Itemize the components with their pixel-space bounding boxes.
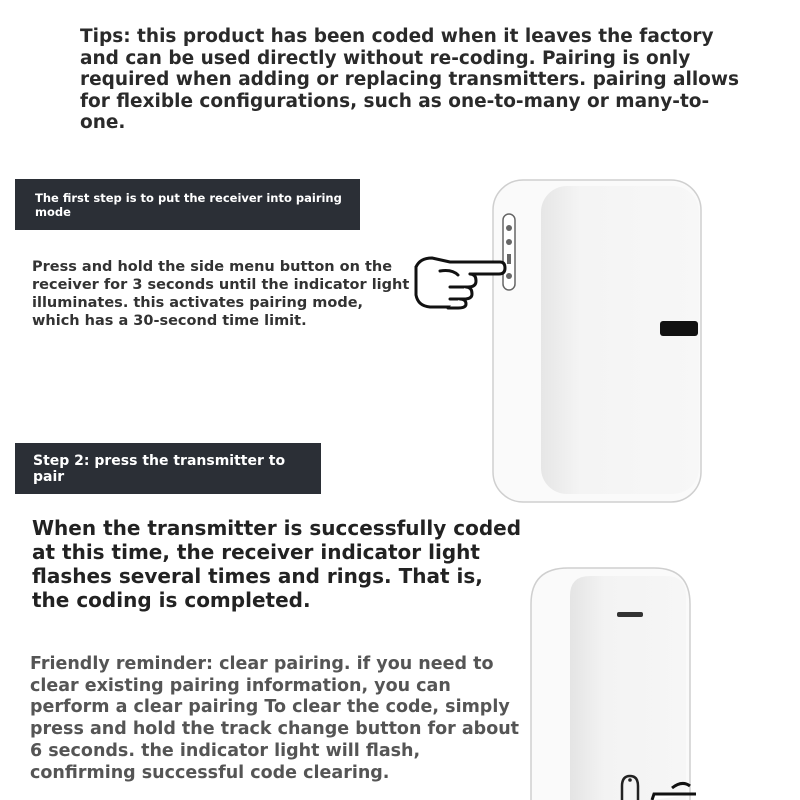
step1-title-bar: [15, 179, 360, 230]
doorbell-transmitter-icon: [526, 562, 696, 800]
step1-title: The first step is to put the receiver into pairing mode: [35, 190, 342, 219]
doorbell-receiver-icon: [488, 176, 708, 506]
pointing-hand-icon: [410, 253, 510, 313]
step2-title: Step 2: press the transmitter to pair: [33, 452, 286, 485]
reminder-paragraph: Friendly reminder: clear pairing. if you need to clear existing pairing information, you can perform a clear pairing To clear the code, simply press and hold the track change button for about 6 seconds. the indicator light will flash, confirming successful code clearing.: [30, 654, 520, 783]
tips-paragraph: Tips: this product has been coded when it leaves the factory and can be used directly without re-coding. Pairing is only required when adding or replacing transmitters. pairing allows for flexible configurations, such as one-to-many or many-to-one.: [80, 26, 739, 133]
step2-description: When the transmitter is successfully coded at this time, the receiver indicator light flashes several times and rings. That is, the coding is completed.: [32, 516, 522, 612]
step1-description: Press and hold the side menu button on the receiver for 3 seconds until the indicator light illuminates. this activates pairing mode, which has a 30-second time limit.: [32, 259, 410, 329]
step2-title-bar: [15, 443, 321, 494]
